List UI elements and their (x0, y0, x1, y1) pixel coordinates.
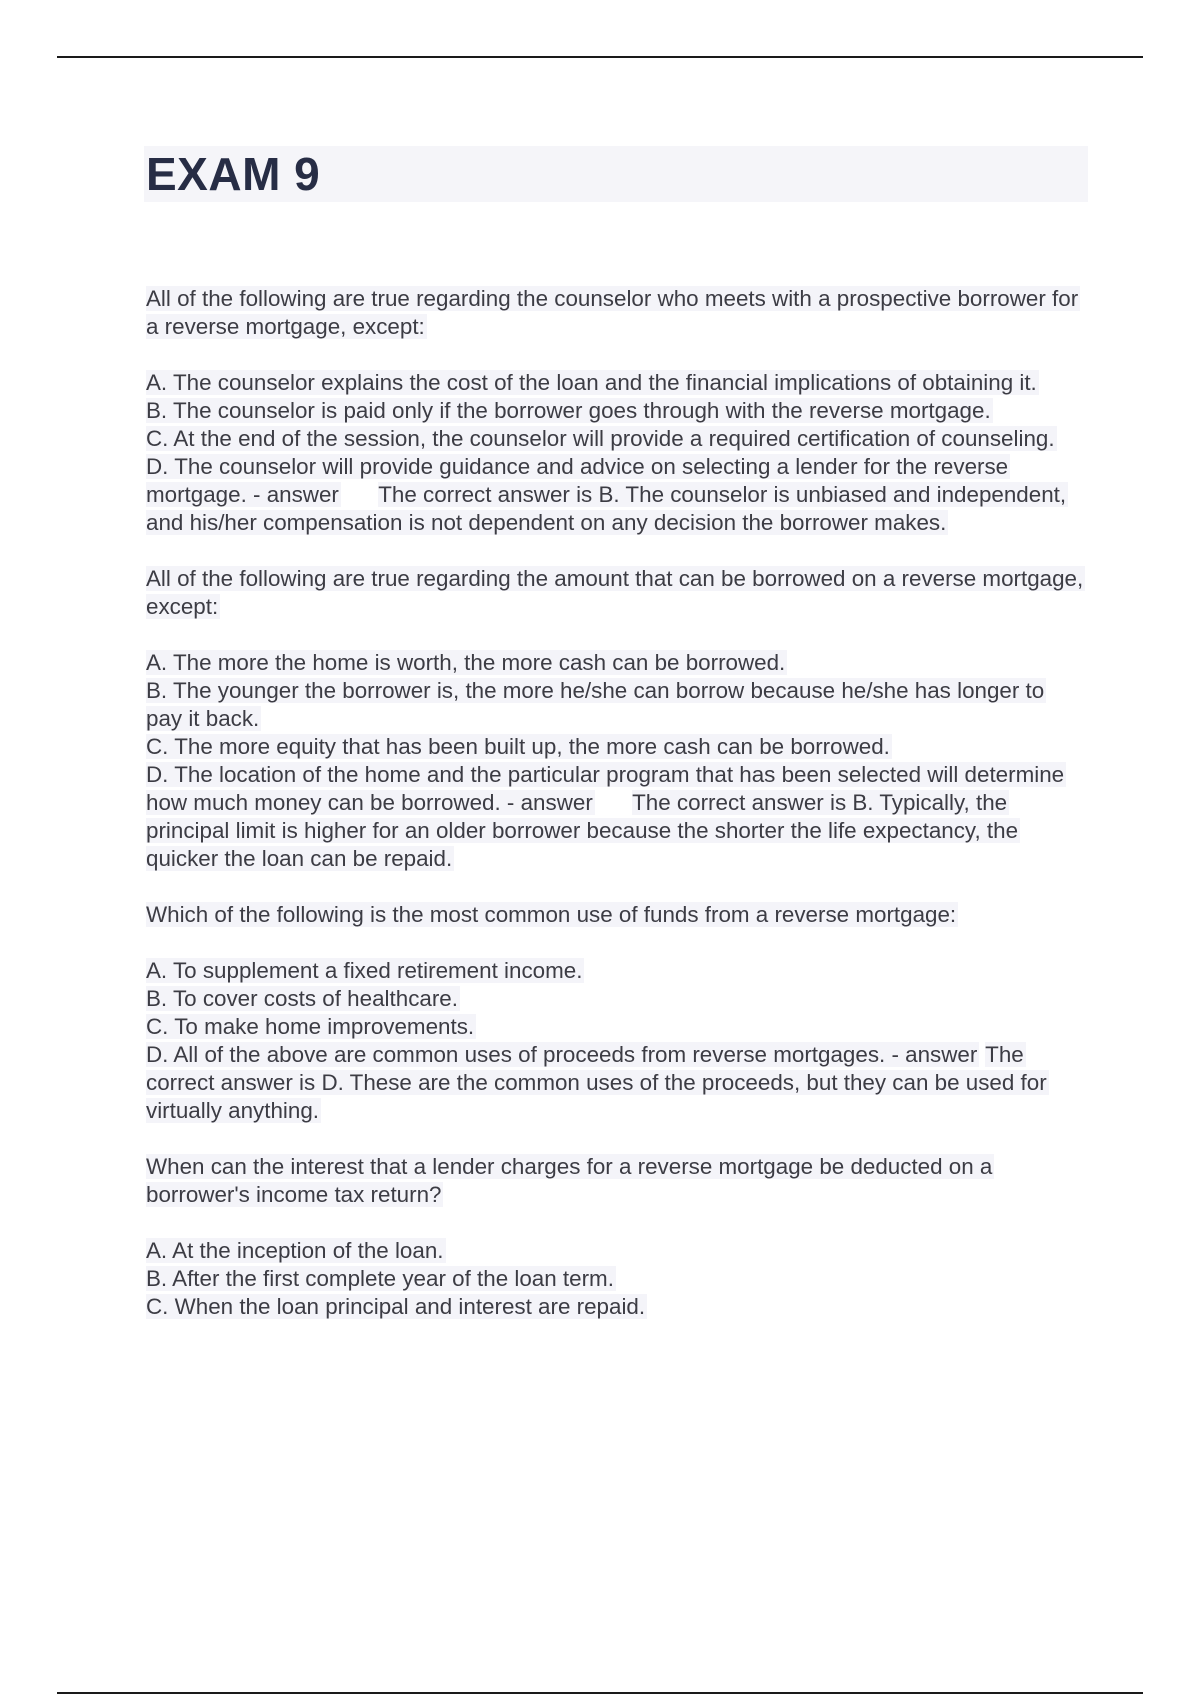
page-title: EXAM 9 (146, 148, 321, 200)
exam-content (146, 285, 1086, 1349)
answer-explanation: The correct answer is D. These are the common uses of the proceeds, but they can be used for virtually anything. (146, 1042, 1047, 1123)
option-d: D. All of the above are common uses of proceeds from reverse mortgages. - answer (146, 1042, 978, 1067)
option-c: C. The more equity that has been built up, the more cash can be borrowed. (146, 734, 890, 759)
question-text: Which of the following is the most common use of funds from a reverse mortgage: (146, 902, 957, 927)
question-block-2 (146, 565, 1086, 873)
question-block-4 (146, 1153, 1086, 1321)
option-b: B. The younger the borrower is, the more he/she can borrow because he/she has longer to pay it back. (146, 678, 1045, 731)
option-d: D. The counselor will provide guidance and advice on selecting a lender for the reverse mortgage. - answer (146, 454, 1009, 507)
top-rule (57, 56, 1143, 58)
bottom-rule (57, 1692, 1143, 1694)
option-b: B. To cover costs of healthcare. (146, 986, 458, 1011)
question-block-1 (146, 285, 1086, 537)
question-block-3 (146, 901, 1086, 1125)
option-b: B. The counselor is paid only if the borrower goes through with the reverse mortgage. (146, 398, 991, 423)
answer-explanation: The correct answer is B. Typically, the principal limit is higher for an older borrower because the shorter the life expectancy, the quicker the loan can be repaid. (146, 790, 1019, 871)
option-a: A. At the inception of the loan. (146, 1238, 444, 1263)
option-a: A. To supplement a fixed retirement income. (146, 958, 583, 983)
question-text: When can the interest that a lender charges for a reverse mortgage be deducted on a borrower's income tax return? (146, 1154, 993, 1207)
question-text: All of the following are true regarding the counselor who meets with a prospective borrower for a reverse mortgage, except: (146, 286, 1079, 339)
option-c: C. At the end of the session, the counselor will provide a required certification of counseling. (146, 426, 1055, 451)
option-c: C. To make home improvements. (146, 1014, 475, 1039)
question-text: All of the following are true regarding the amount that can be borrowed on a reverse mortgage, except: (146, 566, 1084, 619)
option-a: A. The more the home is worth, the more cash can be borrowed. (146, 650, 786, 675)
answer-explanation: The correct answer is B. The counselor is unbiased and independent, and his/her compensation is not dependent on any decision the borrower makes. (146, 482, 1067, 535)
option-a: A. The counselor explains the cost of the loan and the financial implications of obtaining it. (146, 370, 1037, 395)
option-d: D. The location of the home and the particular program that has been selected will determine how much money can be borrowed. - answer (146, 762, 1065, 815)
option-b: B. After the first complete year of the loan term. (146, 1266, 614, 1291)
option-c: C. When the loan principal and interest are repaid. (146, 1294, 646, 1319)
